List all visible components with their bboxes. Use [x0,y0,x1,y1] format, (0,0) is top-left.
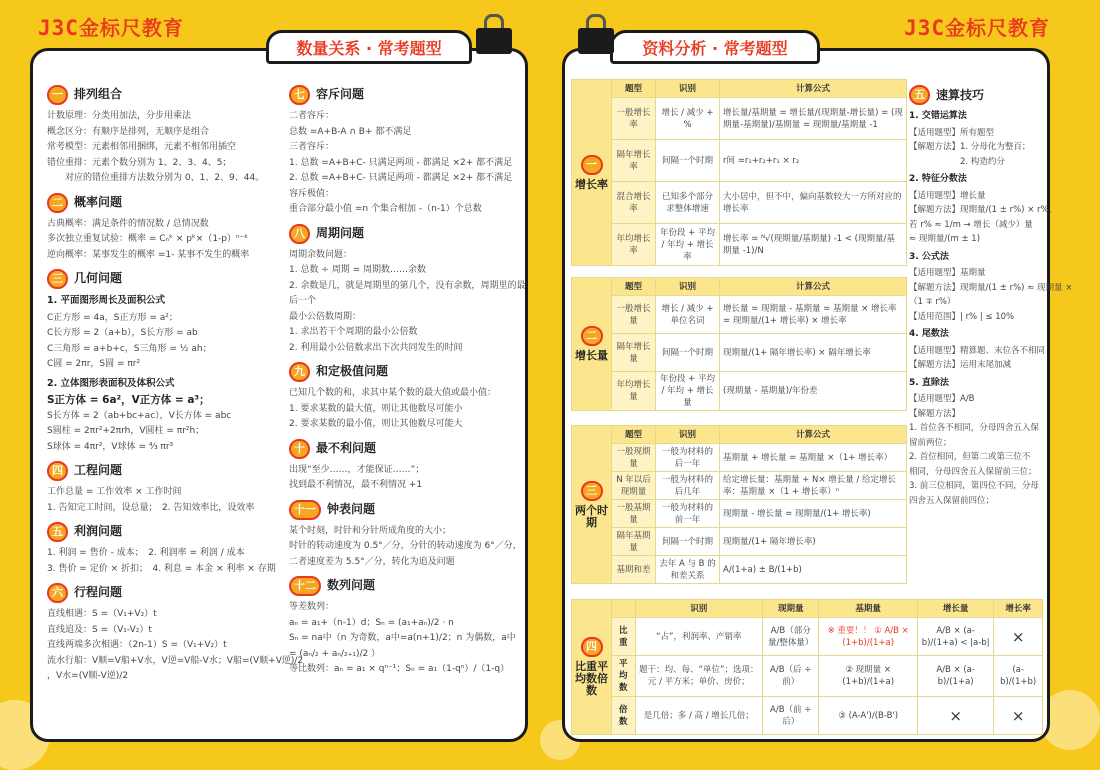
section-line: = (aₙ/₂ + aₙ/₂₊₁)/2 ） [289,648,381,659]
section-label: 增长率 [575,177,608,191]
table-cell: A/B（前 ÷ 后） [763,697,819,735]
section-number-badge: 二 [47,193,68,213]
section-header [47,269,275,289]
logo-latin: J3C [38,16,79,40]
section-line: 已知几个数的和，求其中某个数的最大值或最小值： [289,388,497,398]
column-header: 题型 [612,80,656,98]
column-header: 识别 [635,600,762,618]
section-line: 二者速度差为 5.5°／分，转化为追及问题 [289,556,455,567]
section-line: 总数 =A+B-A ∩ B+ 都不满足 [289,126,412,137]
section-line: 直线两端多次相遇：（2n-1）S =（V₁+V₂）t [47,640,227,650]
section-title: 几何问题 [74,271,123,286]
table-cell: 去年 A 与 B 的和差关系 [656,556,720,584]
table-cell: 增长率 = ᴺ√(现期量/基期量) -1 < (现期量/基期量 -1)/N [720,224,907,266]
row-type: 一般基期量 [612,500,656,528]
table-cell: ※ 重要！！ ① A/B × (1+b)/(1+a) [819,618,918,656]
skill-line: 1. 首位各不相同，分母四舍五入保 [909,423,1039,433]
section-header [909,85,1043,105]
section-number-badge: 五 [47,522,68,542]
section-line: 2. 总数 =A+B+C- 只满足两项 - 都满足 ×2+ 都不满足 [289,173,513,183]
section-title: 周期问题 [316,225,365,240]
row-type: 平均数 [612,656,636,697]
section-line: 重合部分最小值 =n 个集合相加 -（n-1）个总数 [289,204,482,214]
table-cell: 增长量/基期量 = 增长量/(现期量-增长量) = (现期量-基期量)/基期量 = 现期量/基期量 -1 [720,98,907,140]
table-cell: ② 现期量 × (1+b)/(1+a) [819,656,918,697]
panel-quantity [30,48,528,742]
section-title: 工程问题 [74,463,123,478]
column-header: 识别 [656,80,720,98]
table-row [572,444,907,472]
binder-clip-icon [476,14,512,54]
section-number-badge: 十 [289,439,310,459]
section-line: 常考模型：元素相邻用捆绑，元素不相邻用插空 [47,142,237,152]
section-line: 时针的转动速度为 0.5°／分，分针的转动速度为 6°／分， [289,541,522,551]
column-header: 增长量 [917,600,993,618]
row-type: N 年以后现期量 [612,472,656,500]
section-label: 两个时期 [575,503,608,529]
section-number-badge: 一 [47,85,68,105]
section-number-badge: 十二 [289,576,321,596]
section-line: 概念区分：有顺序是排列，无顺序是组合 [47,126,210,137]
section-line: 1. 告知完工时间，设总量； 2. 告知效率比，设效率 [47,502,255,513]
section-label-cell [572,426,612,584]
table-row [572,334,907,372]
skill-line: 【适用题型】精算题、末位各不相同 [909,345,1046,356]
table-cell: “占”，利润率、产销率 [635,618,762,656]
skill-line: 2. 构造约分 [909,156,1005,167]
section-label-cell [572,278,612,411]
section-header [289,500,521,520]
section-line: 工作总量 = 工作效率 × 工作时间 [47,487,182,497]
row-type: 隔年基期量 [612,528,656,556]
section-line: Sₙ = na中（n 为奇数，a中=a(n+1)/2；n 为偶数，a中 [289,633,516,643]
skill-line: 若 r% ≈ 1/m → 增长（减少）量 [909,219,1033,230]
section-line: 最小公倍数周期： [289,311,362,322]
binder-clip-icon [578,14,614,54]
section-header [289,439,521,459]
section-line: 多次独立重复试验：概率 = Cₙᵏ × pᵏ×（1-p）ⁿ⁻ᵏ [47,234,249,244]
formula-line: C三角形 = a+b+c，S三角形 = ½ ah； [47,343,212,354]
column-header: 计算公式 [720,426,907,444]
table-cell: 现期量/(1+ 隔年增长率) [720,528,907,556]
table-growth-rate [571,79,907,266]
table-cell: 一般为材料的后几年 [656,472,720,500]
section-line: 1. 总数 =A+B+C- 只满足两项 - 都满足 ×2+ 都不满足 [289,157,513,168]
section-header [47,85,275,105]
section-line: 逆向概率：某事发生的概率 =1- 某事不发生的概率 [47,249,250,260]
section-line: 1. 要求某数的最大值，则让其他数尽可能小 [289,403,463,414]
section-number-badge: 八 [289,224,310,244]
section-number-badge: 三 [47,269,68,289]
section-label: 增长量 [575,349,608,362]
skill-title: 3. 公式法 [909,251,949,262]
row-type: 一般现期量 [612,444,656,472]
column-header: 识别 [656,426,720,444]
formula-line: S长方体 = 2（ab+bc+ac），V长方体 = abc [47,410,232,421]
section-line: 等差数列： [289,602,335,612]
table-cell: 间隔一个时期 [656,528,720,556]
table-growth-amount [571,277,907,411]
row-type: 年均增长量 [612,372,656,411]
table-row [572,372,907,411]
table-row [572,556,907,584]
table-row [572,472,907,500]
table-cell: A/B × (a-b)/(1+a) < |a-b| [917,618,993,656]
table-cell: 现期量/(1+ 隔年增长率) × 隔年增长率 [720,334,907,372]
panel-data-analysis [562,48,1073,742]
banner-quantity: 数量关系 · 常考题型 [266,30,472,64]
brand-logo-right [904,12,1050,41]
section-label: 比重平均数倍数 [575,660,608,697]
logo-cn: 金标尺教育 [945,16,1050,40]
section-line: 直线相遇：S =（V₁+V₂）t [47,609,157,619]
table-row [572,618,1043,656]
formula-line: C长方形 = 2（a+b），S长方形 = ab [47,328,198,338]
section-number-badge: 七 [289,85,310,105]
formula-line: C圆 = 2πr，S圆 = πr² [47,359,141,369]
section-header [47,461,275,481]
column-header: 基期量 [819,600,918,618]
table-cell: 现期量 - 增长量 = 现期量/(1+ 增长率) [720,500,907,528]
table-cell: 基期量 + 增长量 = 基期量 ×（1+ 增长率） [720,444,907,472]
skill-line: 【解题方法】运用末尾加减 [909,360,1012,370]
section-line: 等比数列：aₙ = a₁ × qⁿ⁻¹；Sₙ = a₁（1-qⁿ）/（1-q） [289,664,510,674]
skill-line: 【解题方法】现期量/(1 ± r%) × r%， [909,205,1058,215]
section-header [289,576,521,596]
section-title: 概率问题 [74,194,123,209]
section-title: 数列问题 [327,578,376,593]
section-title: 和定极值问题 [316,364,389,379]
table-cell: 给定增长量：基期量 + N× 增长量 / 给定增长率：基期量 ×（1 + 增长率）ⁿ [720,472,907,500]
section-line: 后一个 [289,296,317,306]
table-cell: A/B × (a-b)/(1+a) [917,656,993,697]
section-line: 2. 要求某数的最小值，则让其他数尽可能大 [289,419,463,429]
section-line: 1. 总数 ÷ 周期 = 周期数……余数 [289,265,426,275]
subsection-title: 2. 立体图形表面积及体积公式 [47,377,175,389]
section-line: 容斥极值： [289,188,335,199]
table-cell: 增长量 = 现期量 - 基期量 = 基期量 × 增长率 = 现期量/(1+ 增长率) × 增长率 [720,296,907,334]
section-line: 三者容斥： [289,142,335,152]
table-proportion-average [571,599,1043,735]
row-type: 比重 [612,618,636,656]
table-row [572,98,907,140]
skill-line: 四舍五入保留前四位； [909,495,995,506]
table-cell: A/(1+a) ± B/(1+b) [720,556,907,584]
table-cell: 是几倍；多 / 高 / 增长几倍； [635,697,762,735]
section-header [47,522,275,542]
table-row [572,224,907,266]
logo-cn: 金标尺教育 [78,16,184,40]
cross-mark: × [994,618,1043,656]
section-line: 对应的错位重排方法数分别为 0、1、2、9、44。 [47,173,265,183]
cross-mark: × [917,697,993,735]
section-title: 速算技巧 [936,87,985,102]
section-line: 错位重排：元素个数分别为 1、2、3、4、5； [47,157,232,168]
row-type: 一般增长率 [612,98,656,140]
section-line: 计数原理：分类用加法，分步用乘法 [47,111,192,121]
row-type: 隔年增长量 [612,334,656,372]
skill-line: 【适用题型】A/B [909,394,975,404]
section-line: aₙ = a₁+（n-1）d；Sₙ = (a₁+aₙ)/2 · n [289,617,454,628]
section-line: 3. 售价 = 定价 × 折扣； 4. 利息 = 本金 × 利率 × 存期 [47,563,276,574]
section-header [47,193,275,213]
section-number-badge: 一 [581,155,603,175]
table-cell: 已知多个部分求整体增速 [656,182,720,224]
table-row [572,656,1043,697]
skill-line: 【适用题型】基期量 [909,268,986,278]
section-number-badge: 四 [47,461,68,481]
section-line: 找到最不利情况，最不利情况 +1 [289,480,423,490]
brand-logo-left [38,12,184,41]
logo-latin: J3C [904,16,945,40]
banner-data-analysis: 资料分析 · 常考题型 [610,30,820,64]
table-cell: r间 =r₁+r₂+r₁ × r₂ [720,140,907,182]
column-header: 增长率 [994,600,1043,618]
section-line: 2. 余数是几，就是周期里的第几个，没有余数，周期里的最 [289,280,526,291]
section-title: 利润问题 [74,524,123,539]
table-cell: 大小居中，但不中，偏向基数较大一方所对应的增长率 [720,182,907,224]
skill-line: 【适用题型】增长量 [909,190,986,201]
section-title: 容斥问题 [316,87,365,102]
section-line: 1. 利润 = 售价 - 成本； 2. 利润率 = 利润 / 成本 [47,548,245,558]
cross-mark: × [994,697,1043,735]
section-line: 二者容斥： [289,111,335,121]
row-type: 一般增长量 [612,296,656,334]
table-cell: 间隔一个时期 [656,140,720,182]
column-right [289,79,526,678]
section-title: 排列组合 [74,87,123,102]
row-type: 隔年增长率 [612,140,656,182]
formula-line: C正方形 = 4a，S正方形 = a²； [47,312,178,323]
table-cell: 间隔一个时期 [656,334,720,372]
formula-line: S圆柱 = 2πr²+2πrh，V圆柱 = πr²h； [47,426,205,436]
table-cell: 题干：均、每、“单位”；选项：元 / 平方米；单价、房价； [635,656,762,697]
table-row [572,140,907,182]
section-label-cell [572,80,612,266]
skill-line: 留前两位； [909,437,952,448]
table-cell: ③ (A-A')/(B-B') [819,697,918,735]
skill-line: 【解题方法】1. 分母化为整百； [909,142,1031,152]
formula-line: S球体 = 4πr²，V球体 = ⁴⁄₃ πr³ [47,441,174,452]
table-cell: 年份段 + 平均 / 年均 + 增长量 [656,372,720,411]
row-type: 混合增长率 [612,182,656,224]
table-row [572,697,1043,735]
section-line: ，V水=(V顺-V逆)/2 [47,671,129,681]
section-line: 出现“至少……，才能保证……”； [289,464,425,475]
table-cell: A/B（部分量/整体量） [763,618,819,656]
section-number-badge: 五 [909,85,930,105]
section-line: 1. 求出若干个周期的最小公倍数 [289,327,418,337]
row-type: 倍数 [612,697,636,735]
skill-title: 5. 直除法 [909,377,949,388]
column-header [612,600,636,618]
section-number-badge: 三 [581,481,603,501]
section-header [47,583,275,603]
row-type: 基期和差 [612,556,656,584]
section-line: 直线追及：S =（V₁-V₂）t [47,624,152,635]
skill-line: 【解题方法】现期量/(1 ± r%) ≈ 现期量 × [909,282,1073,293]
table-cell: 一般为材料的后一年 [656,444,720,472]
skill-line: （1 ∓ r%） [909,297,956,307]
table-cell: 一般为材料的前一年 [656,500,720,528]
formula-highlight: S正方体 = 6a²，V正方体 = a³； [47,394,210,406]
section-line: 某个时刻，时针和分针所成角度的大小； [289,525,452,536]
quick-calc-skills [909,79,1073,508]
column-header: 题型 [612,426,656,444]
section-number-badge: 四 [581,637,603,657]
section-number-badge: 十一 [289,500,321,520]
section-header [289,85,521,105]
skill-title: 1. 交错运算法 [909,111,967,121]
table-cell: (现期量 - 基期量)/年份差 [720,372,907,411]
section-line: 流水行船：V顺=V船+V水，V逆=V船-V水；V船=(V顺+V逆)/2 [47,655,304,666]
skill-line: 【解题方法】 [909,408,961,419]
section-number-badge: 六 [47,583,68,603]
skill-title: 4. 尾数法 [909,329,949,339]
table-row [572,182,907,224]
section-number-badge: 九 [289,362,310,382]
table-cell: 增长 / 减少 + 单位名词 [656,296,720,334]
skill-line: 相同，分母四舍五入保留前三位； [909,466,1037,477]
column-header: 题型 [612,278,656,296]
section-number-badge: 二 [581,326,603,346]
section-header [289,224,521,244]
table-row [572,500,907,528]
section-title: 钟表问题 [327,501,376,516]
row-type: 年均增长率 [612,224,656,266]
section-header [289,362,521,382]
table-cell: 增长 / 减少 + % [656,98,720,140]
table-cell: (a-b)/(1+b) [994,656,1043,697]
skill-line: 【适用范围】| r% | ≤ 10% [909,311,1015,322]
skill-line: 3. 前三位相同，第四位不同，分母 [909,481,1039,491]
section-title: 行程问题 [74,585,123,600]
section-title: 最不利问题 [316,440,377,455]
table-cell: 年份段 + 平均 / 年均 + 增长率 [656,224,720,266]
table-two-periods [571,425,907,584]
subsection-title: 1. 平面图形周长及面积公式 [47,295,166,306]
column-header: 计算公式 [720,80,907,98]
table-cell: A/B（后 ÷ 前） [763,656,819,697]
table-row [572,296,907,334]
skill-title: 2. 特征分数法 [909,174,967,184]
section-label-cell [572,600,612,735]
table-row [572,528,907,556]
skill-line: 【适用题型】所有题型 [909,127,995,138]
section-line: 周期余数问题： [289,249,353,260]
column-header: 计算公式 [720,278,907,296]
column-header: 识别 [656,278,720,296]
skill-line: ≈ 现期量/(m ± 1) [909,234,981,244]
skill-line: 2. 首位相同，但第二或第三位不 [909,452,1031,462]
column-header: 现期量 [763,600,819,618]
section-line: 古典概率：满足条件的情况数 / 总情况数 [47,218,209,229]
section-line: 2. 利用最小公倍数求出下次共同发生的时间 [289,342,463,353]
